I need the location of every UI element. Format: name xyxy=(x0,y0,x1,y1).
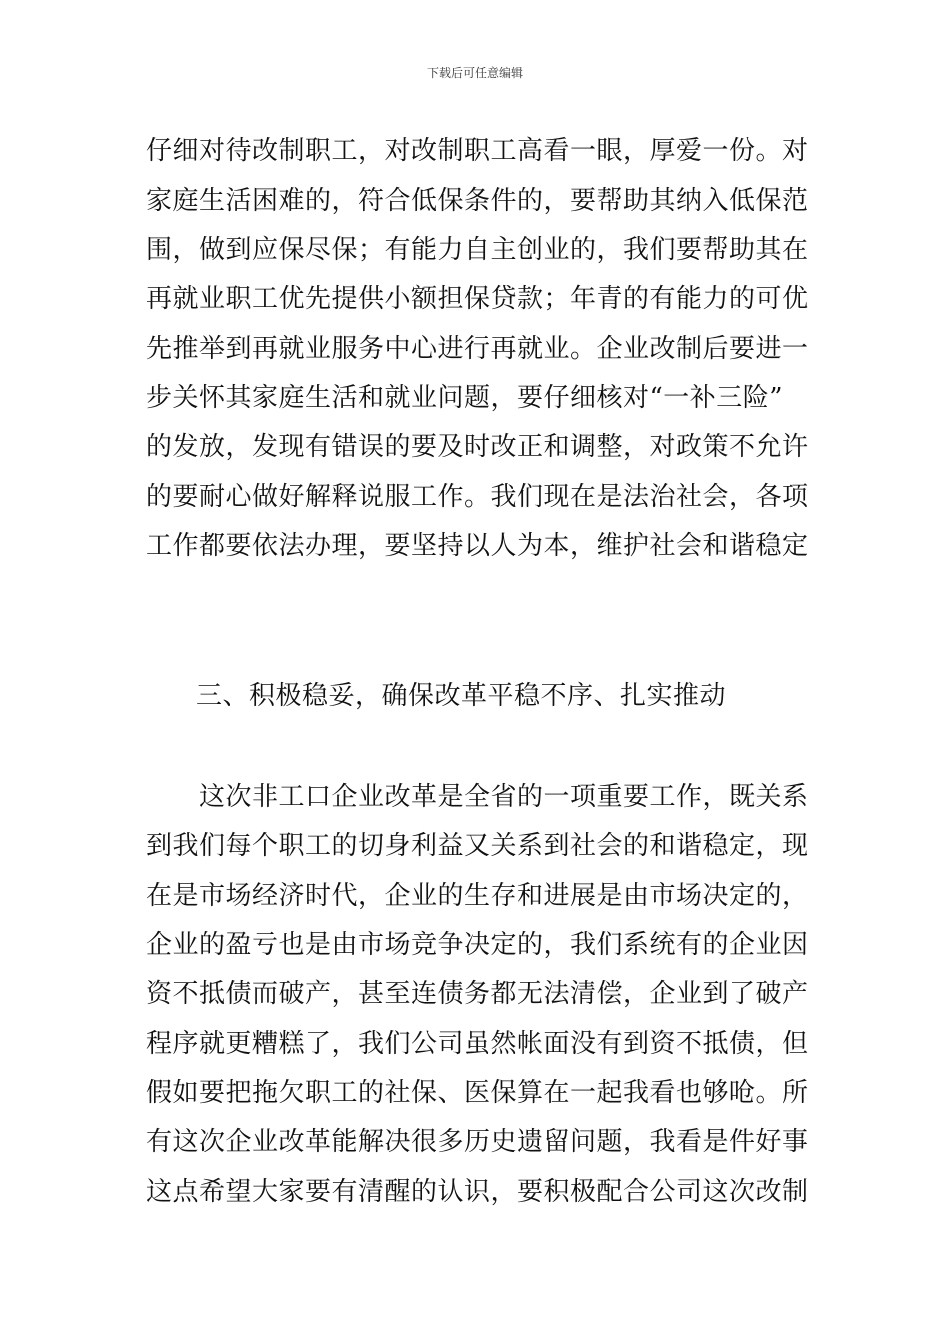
text-line: 工作都要依法办理，要坚持以人为本，维护社会和谐稳定 xyxy=(146,531,809,561)
text-line: 家庭生活困难的，符合低保条件的，要帮助其纳入低保范 xyxy=(146,186,809,216)
text-line: 的要耐心做好解释说服工作。我们现在是法治社会，各项 xyxy=(146,482,809,512)
text-line: 再就业职工优先提供小额担保贷款；年青的有能力的可优 xyxy=(146,284,809,314)
text-line: 在是市场经济时代，企业的生存和进展是由市场决定的， xyxy=(146,881,809,911)
page-header: 下载后可任意编辑 xyxy=(426,66,523,80)
text-line: 的发放，发现有错误的要及时改正和调整，对政策不允许 xyxy=(146,432,809,462)
text-line: 先推举到再就业服务中心进行再就业。企业改制后要进一 xyxy=(146,334,809,364)
text-line: 仔细对待改制职工，对改制职工高看一眼，厚爱一份。对 xyxy=(146,136,809,166)
text-line: 程序就更糟糕了，我们公司虽然帐面没有到资不抵债，但 xyxy=(146,1029,809,1059)
text-line: 到我们每个职工的切身利益又关系到社会的和谐稳定，现 xyxy=(146,831,809,861)
text-line: 有这次企业改革能解决很多历史遗留问题，我看是件好事 xyxy=(146,1127,809,1157)
text-line: 步关怀其家庭生活和就业问题，要仔细核对“一补三险” xyxy=(146,383,784,413)
section-heading: 三、积极稳妥，确保改革平稳不序、扎实推动 xyxy=(196,681,727,711)
text-line: 这次非工口企业改革是全省的一项重要工作，既关系 xyxy=(146,782,809,812)
text-line: 围，做到应保尽保；有能力自主创业的，我们要帮助其在 xyxy=(146,235,809,265)
text-line: 资不抵债而破产，甚至连债务都无法清偿，企业到了破产 xyxy=(146,979,809,1009)
text-line: 假如要把拖欠职工的社保、医保算在一起我看也够呛。所 xyxy=(146,1078,809,1108)
text-line: 这点希望大家要有清醒的认识，要积极配合公司这次改制 xyxy=(146,1177,809,1207)
text-line: 企业的盈亏也是由市场竞争决定的，我们系统有的企业因 xyxy=(146,930,809,960)
